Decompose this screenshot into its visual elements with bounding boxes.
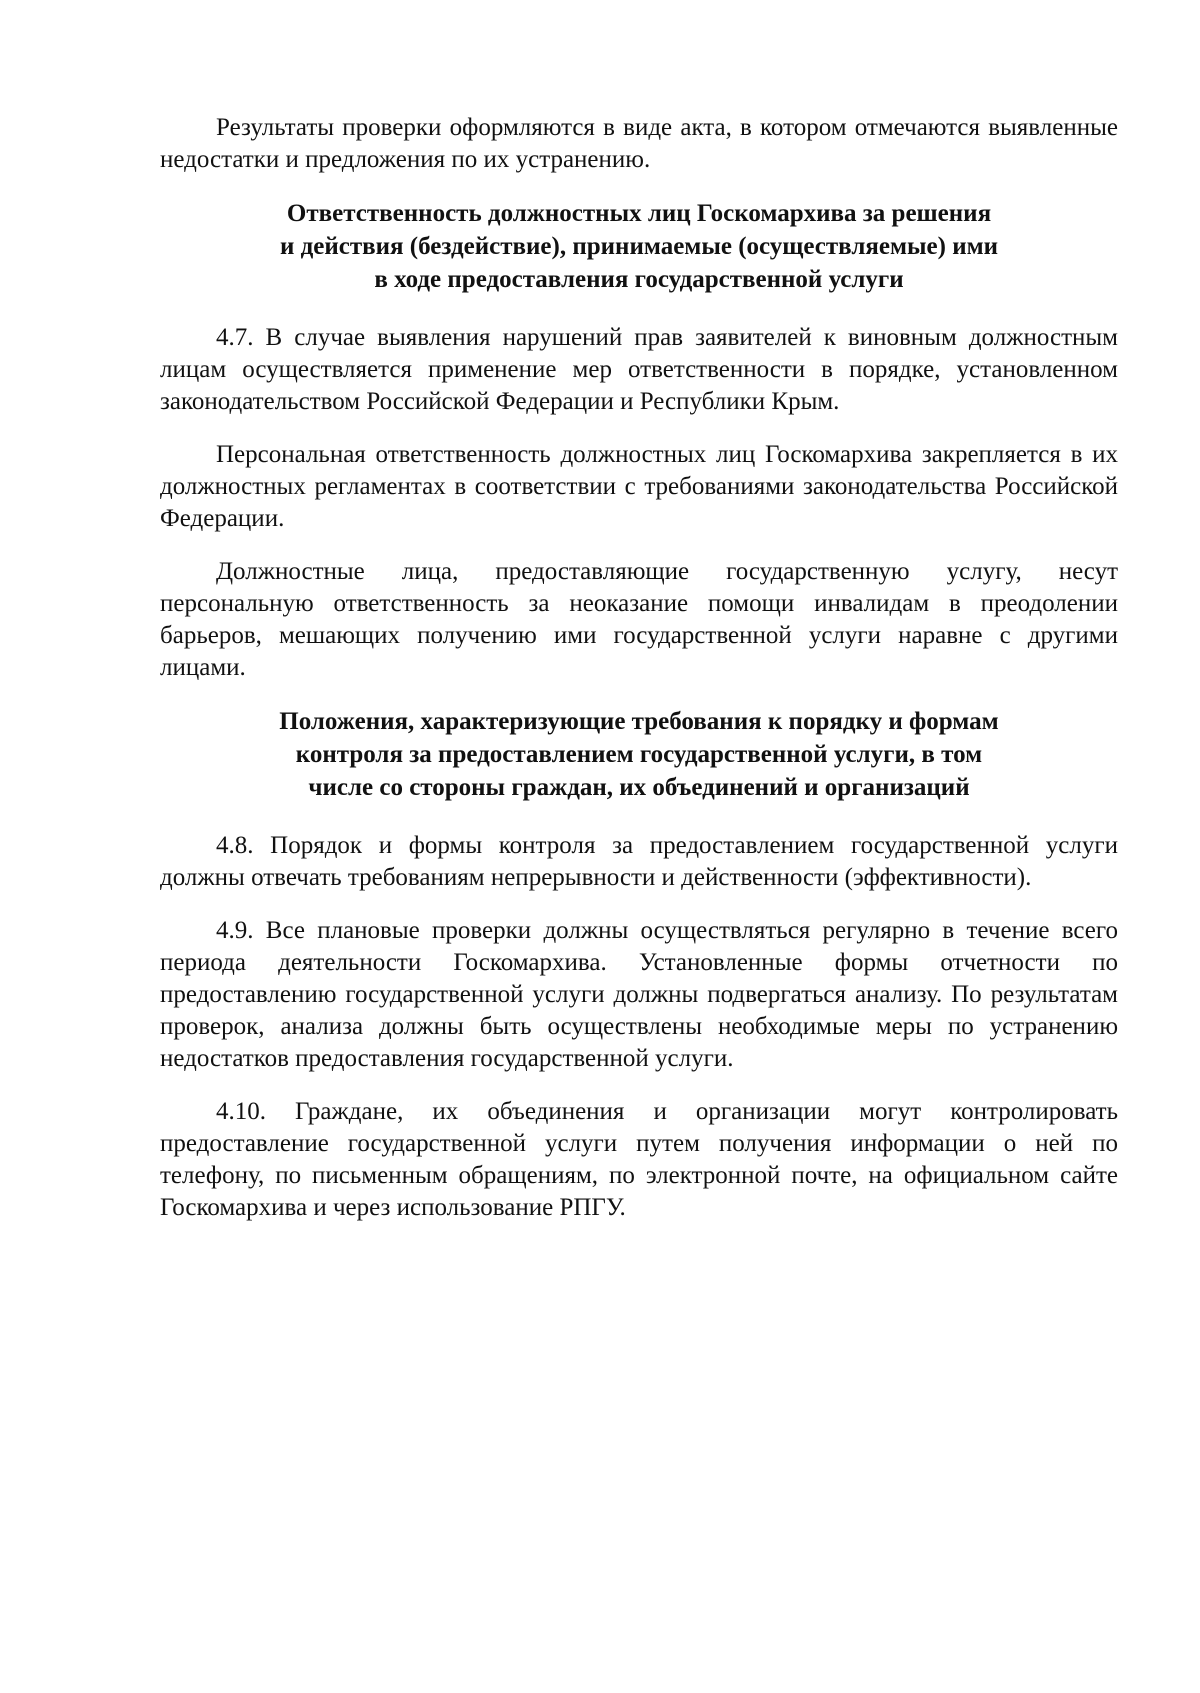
paragraph-4-9: 4.9. Все плановые проверки должны осуществляться регулярно в течение всего периода деятельности Госкомархива. Установленные формы отчетности по предоставлению государственной услуги должны подвергаться анализу. По результатам проверок, анализа должны быть осуществлены необходимые меры по устранению недостатков предоставления государственной услуги. [160, 917, 1118, 1072]
document-page [160, 112, 1118, 1224]
heading-line: числе со стороны граждан, их объединений и организаций [308, 774, 970, 801]
heading-line: и действия (бездействие), принимаемые (осуществляемые) ими [279, 233, 999, 260]
paragraph-4-7: 4.7. В случае выявления нарушений прав заявителей к виновным должностным лицам осуществляется применение мер ответственности в порядке, установленном законодательством Российской Федерации и Республики Крым. [160, 324, 1118, 415]
section-heading-responsibility [160, 197, 1118, 296]
section-heading-control-requirements [160, 705, 1118, 804]
paragraph-personal-responsibility: Персональная ответственность должностных лиц Госкомархива закрепляется в их должностных регламентах в соответствии с требованиями законодательства Российской Федерации. [160, 441, 1118, 532]
paragraph-4-10: 4.10. Граждане, их объединения и организации могут контролировать предоставление государственной услуги путем получения информации о ней по телефону, по письменным обращениям, по электронной почте, на официальном сайте Госкомархива и через использование РПГУ. [160, 1098, 1118, 1221]
paragraph-inspection-results: Результаты проверки оформляются в виде акта, в котором отмечаются выявленные недостатки и предложения по их устранению. [160, 114, 1118, 173]
paragraph-4-8: 4.8. Порядок и формы контроля за предоставлением государственной услуги должны отвечать требованиям непрерывности и действенности (эффективности). [160, 832, 1118, 891]
heading-line: Положения, характеризующие требования к порядку и формам [279, 708, 999, 735]
heading-line: Ответственность должностных лиц Госкомархива за решения [286, 200, 992, 227]
paragraph-disability-assistance: Должностные лица, предоставляющие государственную услугу, несут персональную ответственность за неоказание помощи инвалидам в преодолении барьеров, мешающих получению ими государственной услуги наравне с другими лицами. [160, 558, 1118, 681]
heading-line: в ходе предоставления государственной услуги [374, 266, 904, 293]
heading-line: контроля за предоставлением государственной услуги, в том [295, 741, 983, 768]
